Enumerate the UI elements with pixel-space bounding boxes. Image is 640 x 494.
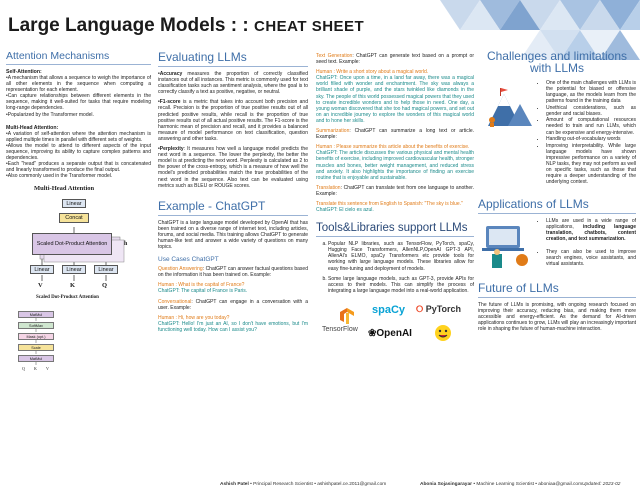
example-paragraph: ChatGPT is a large language model developed by OpenAI that has been trained on a diverse range of internet text, including articles, forums, and social media. This training allows ChatGPT to generate human-like text and answer a wide variety of questions on many topics. <box>158 219 308 251</box>
section-title-applications: Applications of LLMs <box>478 197 636 214</box>
chatgpt-column <box>316 53 474 368</box>
challenge-illustration-icon <box>478 86 534 138</box>
summ-chatgpt: ChatGPT: The article discusses the various physical and mental health benefits of exercise, including improved cardiovascular health, stronger muscles and bones, better weight management, and reduced stress and anxiety. It also highlights the importance of finding an exercise routine that is enjoyable and sustainable. <box>316 150 474 181</box>
qa-paragraph: Question Answering: ChatGPT can answer factual questions based on the information it has been trained on. Example: <box>158 266 308 279</box>
section-title-example: Example - ChatGPT <box>158 199 308 216</box>
multi-head-bullet: •Each "head" produces a separate output that is concatenated and linearly transformed to produce the final output. <box>6 161 151 174</box>
linear-k-block: Linear <box>62 265 86 274</box>
section-title-challenges: Challenges and limitations with LLMs <box>486 49 628 75</box>
qa-human: Human : What is the capital of France? <box>158 282 245 289</box>
multi-head-bullet: •A variation of self-attention where the attention mechanism is applied multiple times in parallel with different sets of weights. <box>6 130 151 143</box>
sdpa-caption: Scaled Dot-Product Attention <box>36 295 99 301</box>
tools-list-item: b. Some large language models, such as GPT-3, provide APIs for access to their models. This can simplify the process of integrating a large language model into a real-world application. <box>328 276 474 294</box>
challenges-column <box>478 50 636 332</box>
perplexity-paragraph: •Perplexity: It measures how well a language model predicts the next word in a sequence. The lower the perplexity, the better the model is at predicting the next word. Perplexity is calculated as 2 to the power of the cross-entropy, which is a measure of how well the model's predicted probabilities match the true probabilities of the next word in the sequence. Also text can be evaluated using metrics such as BLEU or ROUGE scores. <box>158 146 308 189</box>
applications-list <box>536 218 636 267</box>
linear-q-block: Linear <box>94 265 118 274</box>
sdpa-matmul-bottom: MatMul <box>18 355 54 362</box>
footer <box>0 480 640 494</box>
linear-v-block: Linear <box>30 265 54 274</box>
self-attention-heading: Self-Attention: <box>6 69 42 75</box>
challenges-list-item: • Amount of computational resources needed to train and run LLMs, which can be expensive and energy-intensive. <box>546 117 636 135</box>
hugging-face-icon <box>434 324 452 347</box>
challenges-list-item: • Improving interpretability. While large language models have shown impressive performance on a variety of NLP tasks, they may not perform as well on specific tasks, such as those that require a deeper understanding of the underlying context. <box>546 143 636 186</box>
conversational-paragraph: Conversational: ChatGPT can engage in a conversation with a user. Example: <box>158 298 308 311</box>
textgen-paragraph: Text Generation: ChatGPT can generate text based on a prompt or seed text. Example: <box>316 53 474 66</box>
openai-icon: ❀ <box>368 327 377 339</box>
section-title-evaluating: Evaluating LLMs <box>158 50 308 67</box>
sdpa-mask: Mask (opt.) <box>18 333 54 340</box>
conv-human: Human : Hi, how are you today? <box>158 314 230 321</box>
author1: Ashish Patel • Principal Research Scientist • ashishpatel.ce.2011@gmail.com <box>220 482 387 487</box>
self-attention-bullet: •Popularized by the Transformer model. <box>6 111 94 118</box>
section-title-future: Future of LLMs <box>478 281 636 298</box>
self-attention-bullet: •A mechanism that allows a sequence to weigh the importance of all other elements in the sequence when computing a representation for each element. <box>6 75 151 94</box>
linear-top-block: Linear <box>62 199 86 208</box>
concat-block: Concat <box>59 213 89 223</box>
challenges-list-item: • One of the main challenges with LLMs is the potential for biased or offensive language, as the models learn from the patterns found in the training data <box>546 80 636 104</box>
qa-chatgpt: ChatGPT: The capital of France is Paris. <box>158 288 248 295</box>
tensorflow-logo: TensorFlow <box>322 325 358 333</box>
pytorch-flame-icon: ⭘ <box>416 303 424 314</box>
summ-human: Human : Please summarize this article about the benefits of exercise. <box>316 144 470 151</box>
textgen-chatgpt: ChatGPT: Once upon a time, in a land far away, there was a magical world filled with wonder and enchantment. The sky was always a brilliant shade of purple, and the stars twinkled like diamonds in the sky. The people of this world possessed magical powers that they used to create incredible wonders and to help those in need. One day, a young woman discovered that she too had magical powers, and set out on an incredible journey to explore the wonders of this magical world and to hone her skills. <box>316 75 474 124</box>
title-cheat-sheet: CHEAT SHEET <box>253 18 365 35</box>
sdpa-v: V <box>46 366 49 372</box>
sdpa-block: Scaled Dot-Product Attention <box>32 233 112 255</box>
textgen-human: Human : Write a short story about a magical world. <box>316 69 429 76</box>
pytorch-logo: ⭘ PyTorch <box>416 303 462 314</box>
tensorflow-icon <box>340 308 354 326</box>
summarization-paragraph: Summarization: ChatGPT can summarize a long text or article. Example: <box>316 128 474 141</box>
v-label: V <box>38 282 43 290</box>
heads-label: h <box>124 241 128 248</box>
accuracy-paragraph: •Accuracy measures the proportion of correctly classified instances out of all instances. This metric is commonly used for text classification tasks such as sentiment analysis, where the goal is to correctly classify a text as positive, negative, or neutral. <box>158 71 308 96</box>
attention-column <box>6 50 151 389</box>
k-label: K <box>70 282 76 290</box>
sdpa-q: Q <box>22 366 25 372</box>
multi-head-attention-diagram <box>6 185 151 327</box>
conv-chatgpt: ChatGPT: Hello! I'm just an AI, so I don't have emotions, but I'm functioning well today. How can I assist you? <box>158 320 308 333</box>
sdpa-softmax: SoftMax <box>18 322 54 329</box>
tools-list <box>316 241 474 294</box>
library-logos <box>316 298 474 368</box>
self-attention-bullet: •Can capture relationships between different elements in the sequence, making it well-suited for tasks that require modeling long-range dependencies. <box>6 93 151 112</box>
author2: Abonia Sojasingarayar • Machine Learning Scientist • aboniaa@gmail.com <box>420 482 583 487</box>
openai-logo: ❀OpenAI <box>368 327 412 339</box>
use-cases-title: Use Cases ChatGPT <box>158 256 219 264</box>
updated-date: Updated: 2023-02 <box>582 482 621 487</box>
multi-head-heading: Multi-Head Attention: <box>6 124 59 131</box>
challenges-list-item: • Handling out-of-vocabulary words <box>546 136 636 142</box>
spacy-logo: spaCy <box>372 303 406 316</box>
diagram-title: Multi-Head Attention <box>34 185 95 193</box>
multi-head-bullet: •Also commonly used in the Transformer model. <box>6 173 113 180</box>
sdpa-scale: Scale <box>18 344 54 351</box>
page-title <box>8 15 364 37</box>
sdpa-k: K <box>34 366 37 372</box>
q-label: Q <box>102 282 108 290</box>
scaled-dot-product-diagram <box>6 309 66 389</box>
future-paragraph: The future of LLMs is promising, with ongoing research focused on improving their accuracy, reducing bias, and making them more accessible and energy-efficient. As the demand for AI-driven applications continues to grow, LLMs will play an increasingly important role in shaping the future of human-machine interaction. <box>478 301 636 333</box>
trans-human: Translate this sentence from English to Spanish: "The sky is blue." <box>316 200 463 207</box>
applications-illustration-icon <box>478 220 534 272</box>
applications-list-item: • They can also be used to improve search engines, voice assistants, and virtual assistants. <box>546 249 636 267</box>
title-main: Large Language Models : : <box>8 15 249 36</box>
challenges-list-item: • Unethical considerations, such as gender and racial biases. <box>546 105 636 117</box>
applications-list-item: • LLMs are used in a wide range of applications, including language translation, chatbots, content creation, and text summarization. <box>546 218 636 242</box>
trans-chatgpt: ChatGPT: El cielo es azul. <box>316 207 374 214</box>
tools-list-item: a. Popular NLP libraries, such as TensorFlow, PyTorch, spaCy, Hugging Face Transformers, AllenNLP,OpenAI GPT-3 API, AllenAI's ELMO, spaCy Transformers etc provide tools for working with large language models. These libraries allow for easy fine-tuning and deployment of models. <box>328 241 474 271</box>
translation-paragraph: Translation: ChatGPT can translate text from one language to another. Example: <box>316 184 474 197</box>
challenges-list <box>536 80 636 185</box>
evaluating-column <box>158 50 308 333</box>
header <box>0 0 640 50</box>
multi-head-bullet: •Allows the model to attend to different aspects of the input sequence, improving its ability to capture complex patterns and dependencies. <box>6 142 151 162</box>
f1-paragraph: •F1-score is a metric that takes into account both precision and recall. Precision is the proportion of true positive results out of all predicted positive results, while recall is the proportion of true positive results out of all actual positive results. The F1-score is the harmonic mean of precision and recall, and it provides a balanced measure of model performance on text classification, question answering and other tasks. <box>158 99 308 142</box>
section-title-tools: Tools&Libraries support LLMs <box>316 222 474 237</box>
sdpa-matmul-top: MatMul <box>18 311 54 318</box>
section-title-attention: Attention Mechanisms <box>6 50 151 65</box>
